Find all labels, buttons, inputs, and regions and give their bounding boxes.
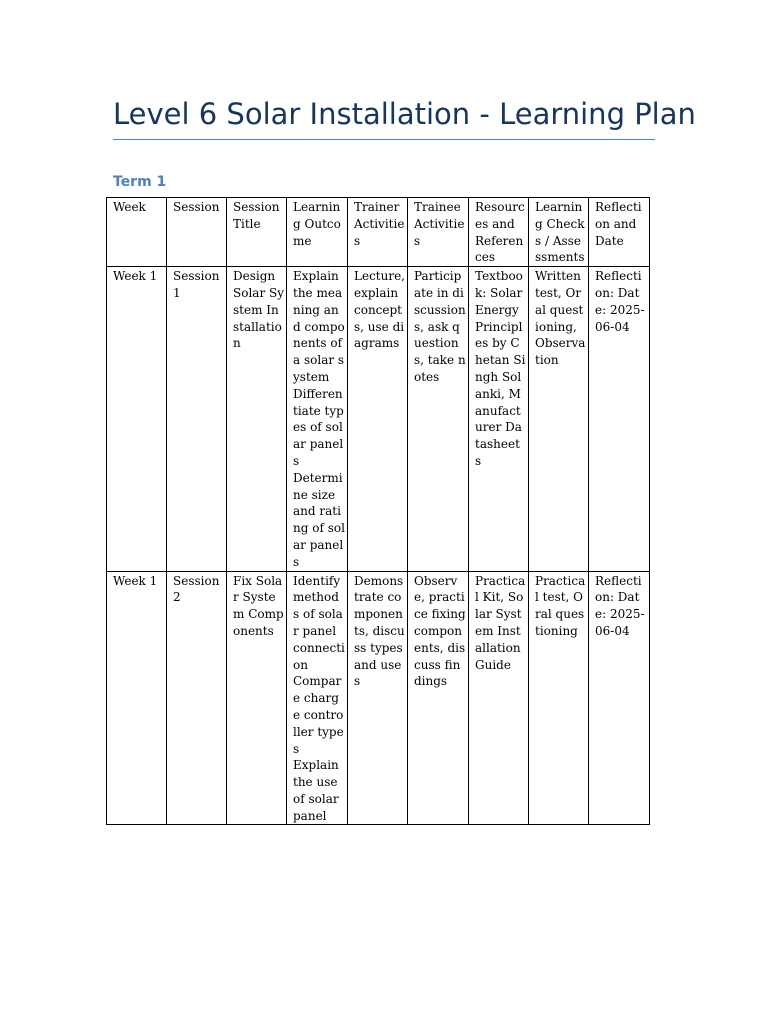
header-session: Session (167, 198, 227, 267)
cell-reflection: Reflection: Date: 2025-06-04 (589, 267, 650, 571)
cell-session-title: Design Solar System Installation (227, 267, 287, 571)
header-reflection: Reflection and Date (589, 198, 650, 267)
title-underline (113, 139, 655, 140)
cell-trainer-activities: Lecture, explain concepts, use diagrams (348, 267, 408, 571)
cell-resources: Practical Kit, Solar System Installation Guide (469, 571, 529, 825)
cell-session: Session 2 (167, 571, 227, 825)
learning-plan-table (106, 197, 650, 825)
header-resources: Resources and References (469, 198, 529, 267)
header-trainee-activities: Trainee Activities (408, 198, 469, 267)
cell-trainer-activities: Demonstrate components, discuss types and uses (348, 571, 408, 825)
term-heading: Term 1 (113, 174, 167, 190)
table-row (107, 571, 650, 825)
cell-learning-checks: Written test, Oral questioning, Observation (529, 267, 589, 571)
cell-learning-outcome: Explain the meaning and components of a solar system Differentiate types of solar panels Determine size and rating of solar panels (287, 267, 348, 571)
header-session-title: Session Title (227, 198, 287, 267)
table-header-row (107, 198, 650, 267)
header-week: Week (107, 198, 167, 267)
cell-week: Week 1 (107, 571, 167, 825)
cell-trainee-activities: Observe, practice fixing components, discuss findings (408, 571, 469, 825)
header-learning-outcome: Learning Outcome (287, 198, 348, 267)
header-trainer-activities: Trainer Activities (348, 198, 408, 267)
cell-trainee-activities: Participate in discussions, ask questions, take notes (408, 267, 469, 571)
cell-resources: Textbook: Solar Energy Principles by Chetan Singh Solanki, Manufacturer Datasheets (469, 267, 529, 571)
document-title: Level 6 Solar Installation - Learning Plan (113, 97, 696, 131)
cell-session: Session 1 (167, 267, 227, 571)
cell-learning-checks: Practical test, Oral questioning (529, 571, 589, 825)
cell-reflection: Reflection: Date: 2025-06-04 (589, 571, 650, 825)
cell-learning-outcome: Identify methods of solar panel connection Compare charge controller types Explain the use of solar panel (287, 571, 348, 825)
cell-week: Week 1 (107, 267, 167, 571)
cell-session-title: Fix Solar System Components (227, 571, 287, 825)
table-row (107, 267, 650, 571)
header-learning-checks: Learning Checks / Assessments (529, 198, 589, 267)
